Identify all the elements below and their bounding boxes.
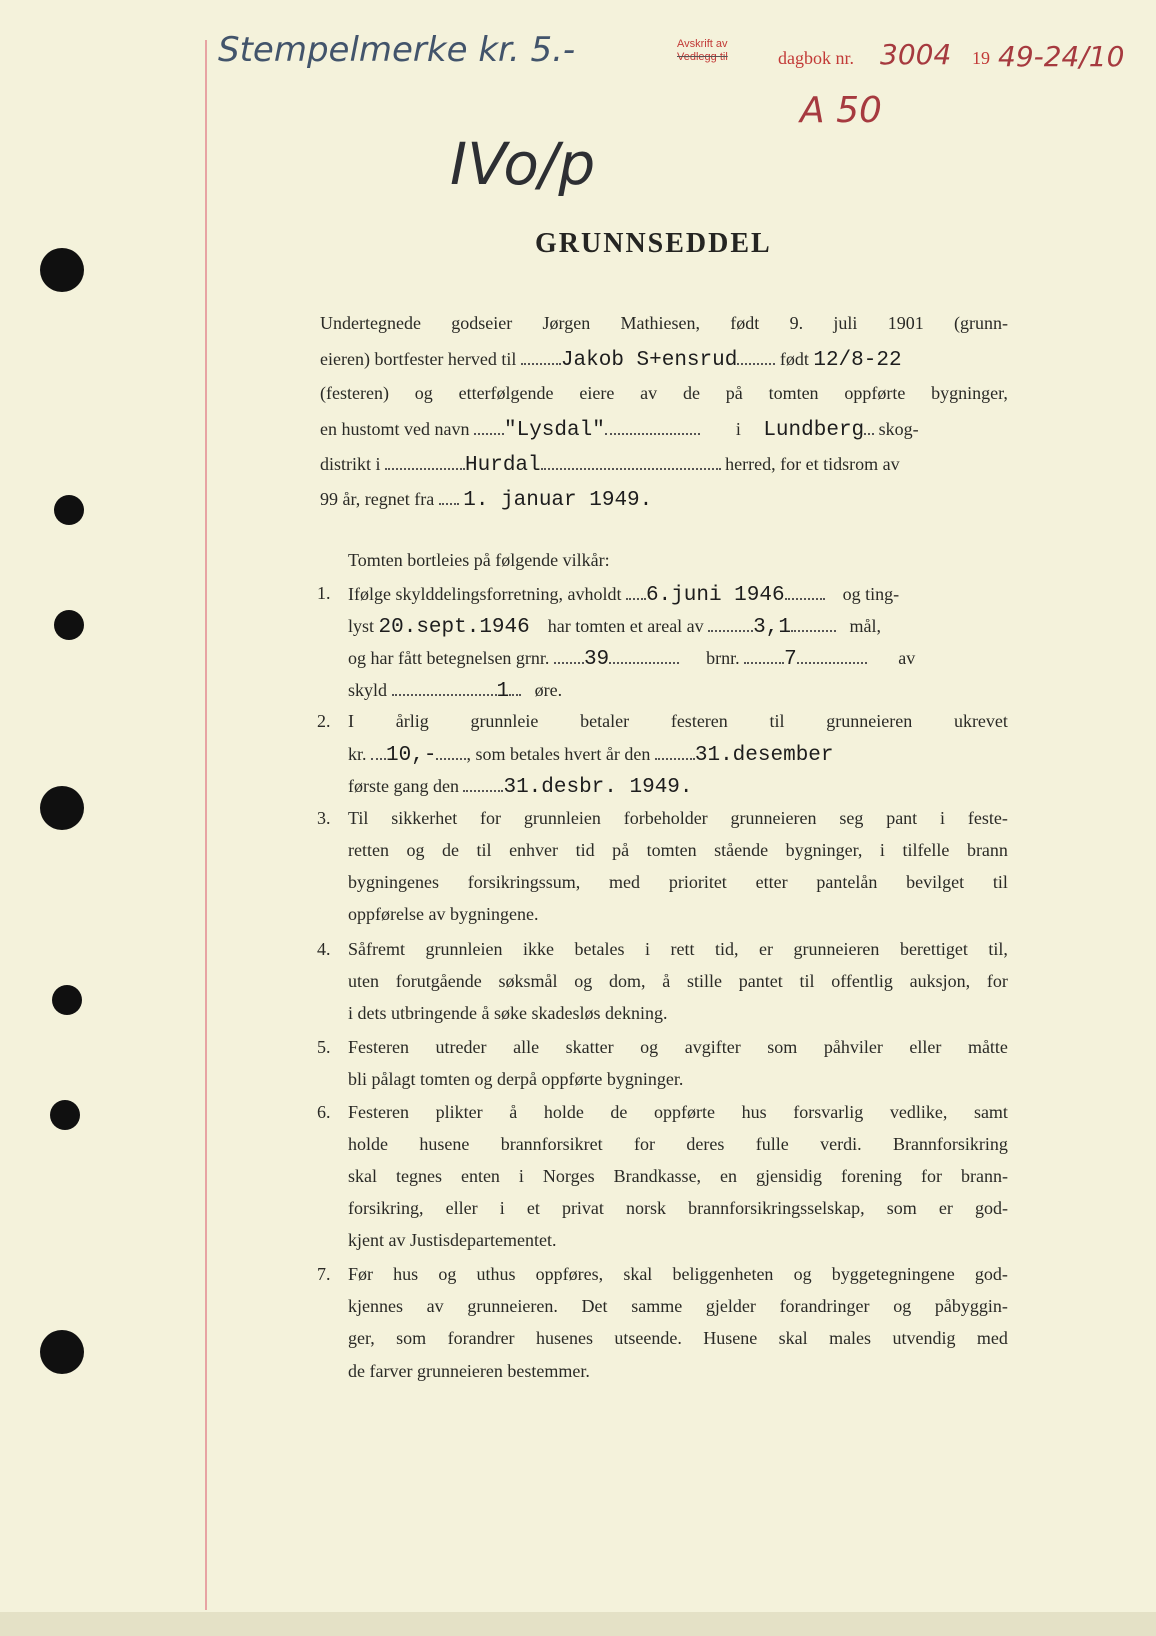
- text-segment: 99 år, regnet fra: [320, 489, 435, 509]
- clause-5-line-2: bli pålagt tomten og derpå oppførte bygninger.: [348, 1069, 684, 1089]
- clause-6-line-1: [348, 1097, 1008, 1127]
- punch-hole: [50, 1100, 80, 1130]
- word: utseende.: [614, 1328, 682, 1348]
- word: pantelån: [816, 872, 878, 892]
- word: er: [758, 939, 773, 959]
- dotted-fill: [797, 642, 867, 664]
- word: og: [574, 971, 593, 991]
- dotted-fill: [864, 413, 874, 435]
- lessee-birthdate: 12/8-22: [813, 349, 902, 372]
- word: grunneieren.: [467, 1296, 558, 1316]
- word: og: [414, 383, 433, 403]
- word: offentlig: [831, 971, 893, 991]
- word: enhver: [509, 840, 559, 860]
- clause-4-line-1: [348, 934, 1008, 964]
- word: betales: [574, 939, 625, 959]
- word: for: [634, 1134, 656, 1154]
- text-segment: og har fått betegnelsen grnr.: [348, 648, 550, 668]
- first-payment-date: 31.desbr. 1949.: [503, 776, 693, 799]
- word: tomten: [768, 383, 819, 403]
- word: til: [476, 840, 492, 860]
- word: i: [499, 1198, 505, 1218]
- word: beliggenheten: [672, 1264, 774, 1284]
- word: Jørgen: [542, 313, 591, 333]
- word: tegnes: [395, 1166, 442, 1186]
- word: verdi.: [820, 1134, 862, 1154]
- word: å: [509, 1102, 518, 1122]
- word: Til: [348, 808, 369, 828]
- punch-hole: [40, 786, 84, 830]
- word: uthus: [476, 1264, 516, 1284]
- word: holde: [348, 1134, 388, 1154]
- word: tomten: [646, 840, 697, 860]
- gnr-value: 39: [583, 648, 610, 671]
- word: forandringer: [779, 1296, 870, 1316]
- word: (festeren): [320, 383, 389, 403]
- word: og: [438, 1264, 457, 1284]
- word: skal: [778, 1328, 808, 1348]
- word: bygninger,: [931, 383, 1008, 403]
- clause-2-line-2: [348, 738, 1008, 768]
- word: de: [442, 840, 460, 860]
- clause-6-line-4: [348, 1193, 1008, 1223]
- dotted-fill: [655, 738, 695, 760]
- word: utvendig: [892, 1328, 956, 1348]
- word: grunnleien: [425, 939, 503, 959]
- dotted-fill: [439, 483, 459, 505]
- word: brann: [966, 840, 1008, 860]
- text-segment: en hustomt ved navn: [320, 419, 470, 439]
- word: etter: [755, 872, 788, 892]
- text-segment: øre.: [534, 680, 563, 700]
- rent-due-date: 31.desember: [694, 744, 834, 767]
- word: eller: [909, 1037, 942, 1057]
- word: alle: [513, 1037, 540, 1057]
- clause-number: 7.: [317, 1264, 331, 1284]
- bnr-value: 7: [784, 648, 797, 671]
- word: samme: [631, 1296, 683, 1316]
- clause-6-line-3: [348, 1161, 1008, 1191]
- clause-1-line-3: [348, 642, 1008, 672]
- text-segment: skog-: [878, 419, 919, 439]
- handwritten-stamp-fee: Stempelmerke kr. 5.-: [218, 30, 576, 70]
- word: vedlike,: [889, 1102, 948, 1122]
- year-suffix: 49-24/10: [998, 40, 1125, 73]
- clause-number: 5.: [317, 1037, 331, 1057]
- word: og: [406, 840, 425, 860]
- dotted-fill: [737, 343, 775, 365]
- word: på: [725, 383, 743, 403]
- word: Det: [581, 1296, 608, 1316]
- dotted-fill: [463, 770, 503, 792]
- word: Før: [348, 1264, 374, 1284]
- word: i: [940, 808, 946, 828]
- word: bygningenes: [348, 872, 439, 892]
- word: forutgående: [395, 971, 482, 991]
- dotted-fill: [521, 343, 561, 365]
- word: måtte: [967, 1037, 1008, 1057]
- word: og: [640, 1037, 659, 1057]
- text-segment: eieren) bortfester herved til: [320, 349, 517, 369]
- word: et: [526, 1198, 540, 1218]
- word: tid: [575, 840, 595, 860]
- word: for: [986, 971, 1008, 991]
- dotted-fill: [509, 674, 521, 696]
- word: påhviler: [823, 1037, 883, 1057]
- word: ger,: [348, 1328, 375, 1348]
- dotted-fill: [385, 448, 465, 470]
- registration-date: 20.sept.1946: [378, 616, 530, 639]
- dotted-fill: [371, 738, 386, 760]
- punch-hole: [40, 1330, 84, 1374]
- word: skal: [623, 1264, 653, 1284]
- year-prefix: 19: [972, 48, 990, 68]
- clause-7-line-1: [348, 1259, 1008, 1289]
- dagbok-number: 3004: [880, 38, 952, 71]
- word: som: [767, 1037, 798, 1057]
- word: for: [480, 808, 502, 828]
- word: en: [720, 1166, 738, 1186]
- dotted-fill: [744, 642, 784, 664]
- word: samt: [973, 1102, 1008, 1122]
- dotted-fill: [474, 413, 504, 435]
- word: etterfølgende: [458, 383, 554, 403]
- property-name: "Lysdal": [503, 419, 605, 442]
- text-segment: har tomten et areal av: [547, 616, 704, 636]
- word: forsvarlig: [793, 1102, 864, 1122]
- word: Undertegnede: [320, 313, 421, 333]
- clause-3-line-3: [348, 867, 1008, 897]
- clause-number: 6.: [317, 1102, 331, 1122]
- word: 9.: [789, 313, 804, 333]
- text-segment: av: [898, 648, 916, 668]
- clause-7-line-4: de farver grunneieren bestemmer.: [348, 1361, 590, 1381]
- word: brannforsikringsselskap,: [688, 1198, 865, 1218]
- word: husenes: [535, 1328, 593, 1348]
- word: stille: [687, 971, 722, 991]
- dotted-fill: [541, 448, 721, 470]
- clause-4-line-3: i dets utbringende å søke skadesløs dekning.: [348, 1003, 668, 1023]
- word: grunnleie: [470, 711, 539, 731]
- handwritten-initials: IVo/p: [450, 130, 596, 198]
- annual-rent: 10,-: [386, 744, 437, 767]
- punch-hole: [52, 985, 82, 1015]
- clause-6-line-5: kjent av Justisdepartementet.: [348, 1230, 557, 1250]
- word: forbeholder: [623, 808, 708, 828]
- text-segment: , som betales hvert år den: [466, 744, 651, 764]
- text-segment: første gang den: [348, 776, 459, 796]
- clause-number: 4.: [317, 939, 331, 959]
- clause-2-line-1: [348, 706, 1008, 736]
- word: oppførte: [654, 1102, 716, 1122]
- word: grunneieren: [826, 711, 913, 731]
- word: seg: [839, 808, 864, 828]
- clause-3-line-1: [348, 803, 1008, 833]
- plot-area: 3,1: [753, 616, 791, 639]
- word: deres: [686, 1134, 725, 1154]
- word: forsikringssum,: [467, 872, 581, 892]
- word: brann-: [960, 1166, 1008, 1186]
- word: er: [938, 1198, 953, 1218]
- word: dom,: [608, 971, 646, 991]
- word: som: [396, 1328, 427, 1348]
- dotted-fill: [708, 610, 753, 632]
- clause-7-line-3: [348, 1323, 1008, 1353]
- word: i: [518, 1166, 524, 1186]
- clause-1-line-1: [348, 578, 1008, 608]
- word: Festeren: [348, 1037, 409, 1057]
- conditions-heading: Tomten bortleies på følgende vilkår:: [348, 550, 610, 570]
- word: gjensidig: [756, 1166, 823, 1186]
- punch-hole: [54, 495, 84, 525]
- text-segment: i: [735, 419, 741, 439]
- word: sikkerhet: [391, 808, 458, 828]
- word: pantet: [738, 971, 783, 991]
- text-segment: distrikt i: [320, 454, 381, 474]
- word: males: [829, 1328, 872, 1348]
- word: festeren: [670, 711, 728, 731]
- word: å: [662, 971, 671, 991]
- text-segment: herred, for et tidsrom av: [725, 454, 900, 474]
- word: de: [682, 383, 700, 403]
- intro-line-3: [320, 378, 1008, 408]
- word: i: [879, 840, 885, 860]
- punch-hole: [54, 610, 84, 640]
- word: grunneieren: [730, 808, 817, 828]
- word: bygninger,: [785, 840, 863, 860]
- word: holde: [543, 1102, 584, 1122]
- word: juli: [833, 313, 858, 333]
- word: husene: [419, 1134, 470, 1154]
- word: fulle: [755, 1134, 789, 1154]
- word: i: [644, 939, 650, 959]
- word: Husene: [703, 1328, 758, 1348]
- word: og: [893, 1296, 912, 1316]
- red-stamp: [677, 38, 773, 64]
- dotted-fill: [785, 578, 825, 600]
- word: eiere: [579, 383, 615, 403]
- clause-6-line-2: [348, 1129, 1008, 1159]
- word: byggetegningene: [831, 1264, 955, 1284]
- dotted-fill: [392, 674, 497, 696]
- word: bevilget: [906, 872, 965, 892]
- word: I: [348, 711, 354, 731]
- municipality: Hurdal: [465, 454, 541, 477]
- text-segment: mål,: [849, 616, 881, 636]
- word: grunneieren: [793, 939, 880, 959]
- text-segment: brnr.: [706, 648, 740, 668]
- word: enten: [460, 1166, 500, 1186]
- clause-1-line-4: [348, 674, 1008, 704]
- clause-number: 2.: [317, 711, 331, 731]
- word: retten: [348, 840, 389, 860]
- word: og: [793, 1264, 812, 1284]
- word: skal: [348, 1166, 377, 1186]
- word: til: [769, 711, 785, 731]
- stamp-line-1: Avskrift av: [677, 38, 728, 50]
- word: forsikring,: [348, 1198, 424, 1218]
- intro-line-2: [320, 343, 1008, 373]
- word: 1901: [887, 313, 924, 333]
- clause-2-line-3: [348, 770, 1008, 800]
- word: til: [992, 872, 1008, 892]
- dotted-fill: [791, 610, 836, 632]
- word: berettiget: [899, 939, 968, 959]
- word: hus: [393, 1264, 419, 1284]
- word: prioritet: [668, 872, 727, 892]
- folio-number: A 50: [800, 90, 882, 131]
- clause-3-line-2: [348, 835, 1008, 865]
- clause-3-line-4: oppførelse av bygningene.: [348, 904, 539, 924]
- intro-line-4: [320, 413, 1008, 443]
- word: forening: [841, 1166, 902, 1186]
- word: pant: [886, 808, 918, 828]
- clause-7-line-2: [348, 1291, 1008, 1321]
- word: oppførte: [844, 383, 906, 403]
- word: ukrevet: [953, 711, 1008, 731]
- dagbok-label: dagbok nr.: [778, 48, 854, 68]
- intro-line-1: [320, 308, 1008, 338]
- word: ikke: [522, 939, 554, 959]
- word: med: [609, 872, 641, 892]
- word: rett: [670, 939, 695, 959]
- word: av: [640, 383, 658, 403]
- word: (grunn-: [953, 313, 1008, 333]
- word: påbyggin-: [934, 1296, 1008, 1316]
- word: søksmål: [498, 971, 558, 991]
- text-segment: kr.: [348, 744, 367, 764]
- word: tid,: [714, 939, 739, 959]
- word: auksjon,: [909, 971, 971, 991]
- word: oppføres,: [535, 1264, 604, 1284]
- word: privat: [561, 1198, 604, 1218]
- skyld-value: 1: [496, 680, 510, 703]
- word: født: [730, 313, 760, 333]
- clause-1-line-2: [348, 610, 1008, 640]
- margin-rule: [205, 40, 207, 1610]
- clause-number: 3.: [317, 808, 331, 828]
- clause-number: 1.: [317, 583, 331, 603]
- word: god-: [974, 1264, 1008, 1284]
- text-segment: skyld: [348, 680, 388, 700]
- clause-4-line-2: [348, 966, 1008, 996]
- word: årlig: [395, 711, 429, 731]
- word: stående: [714, 840, 769, 860]
- word: hus: [741, 1102, 767, 1122]
- word: Festeren: [348, 1102, 409, 1122]
- word: Brandkasse,: [613, 1166, 702, 1186]
- word: gjelder: [705, 1296, 756, 1316]
- dotted-fill: [626, 578, 646, 600]
- word: avgifter: [684, 1037, 741, 1057]
- word: Norges: [542, 1166, 595, 1186]
- stamp-line-2: Vedlegg til: [677, 51, 728, 63]
- page-title: GRUNNSEDDEL: [535, 228, 772, 259]
- word: grunnleien: [523, 808, 601, 828]
- word: tilfelle: [902, 840, 950, 860]
- word: skatter: [565, 1037, 614, 1057]
- word: Mathiesen,: [620, 313, 700, 333]
- word: godseier: [451, 313, 513, 333]
- word: utreder: [435, 1037, 487, 1057]
- word: feste-: [967, 808, 1008, 828]
- word: med: [976, 1328, 1008, 1348]
- word: som: [886, 1198, 917, 1218]
- intro-line-5: [320, 448, 1008, 478]
- page-bottom-edge: [0, 1612, 1156, 1636]
- word: eller: [445, 1198, 478, 1218]
- word: Såfremt: [348, 939, 405, 959]
- word: kjennes: [348, 1296, 403, 1316]
- word: til,: [988, 939, 1008, 959]
- word: av: [426, 1296, 444, 1316]
- word: uten: [348, 971, 379, 991]
- dotted-fill: [609, 642, 679, 664]
- word: god-: [974, 1198, 1008, 1218]
- text-segment: og ting-: [842, 584, 900, 604]
- text-segment: lyst: [348, 616, 375, 636]
- word: for: [920, 1166, 942, 1186]
- dotted-fill: [436, 738, 466, 760]
- lessee-name: Jakob S+ensrud: [560, 349, 738, 372]
- word: på: [612, 840, 630, 860]
- word: til: [799, 971, 815, 991]
- clause-5-line-1: [348, 1032, 1008, 1062]
- text-segment: Ifølge skylddelingsforretning, avholdt: [348, 584, 622, 604]
- word: de: [610, 1102, 628, 1122]
- word: norsk: [626, 1198, 667, 1218]
- word: plikter: [435, 1102, 483, 1122]
- word: Brannforsikring: [892, 1134, 1008, 1154]
- word: forandrer: [447, 1328, 515, 1348]
- dotted-fill: [605, 413, 700, 435]
- lease-start-date: 1. januar 1949.: [463, 489, 653, 512]
- survey-date: 6.juni 1946: [645, 584, 785, 607]
- intro-line-6: [320, 483, 1008, 513]
- punch-hole: [40, 248, 84, 292]
- word: betaler: [580, 711, 630, 731]
- text-segment: født: [779, 349, 809, 369]
- dotted-fill: [554, 642, 584, 664]
- property-place: Lundberg: [763, 419, 865, 442]
- word: brannforsikret: [500, 1134, 603, 1154]
